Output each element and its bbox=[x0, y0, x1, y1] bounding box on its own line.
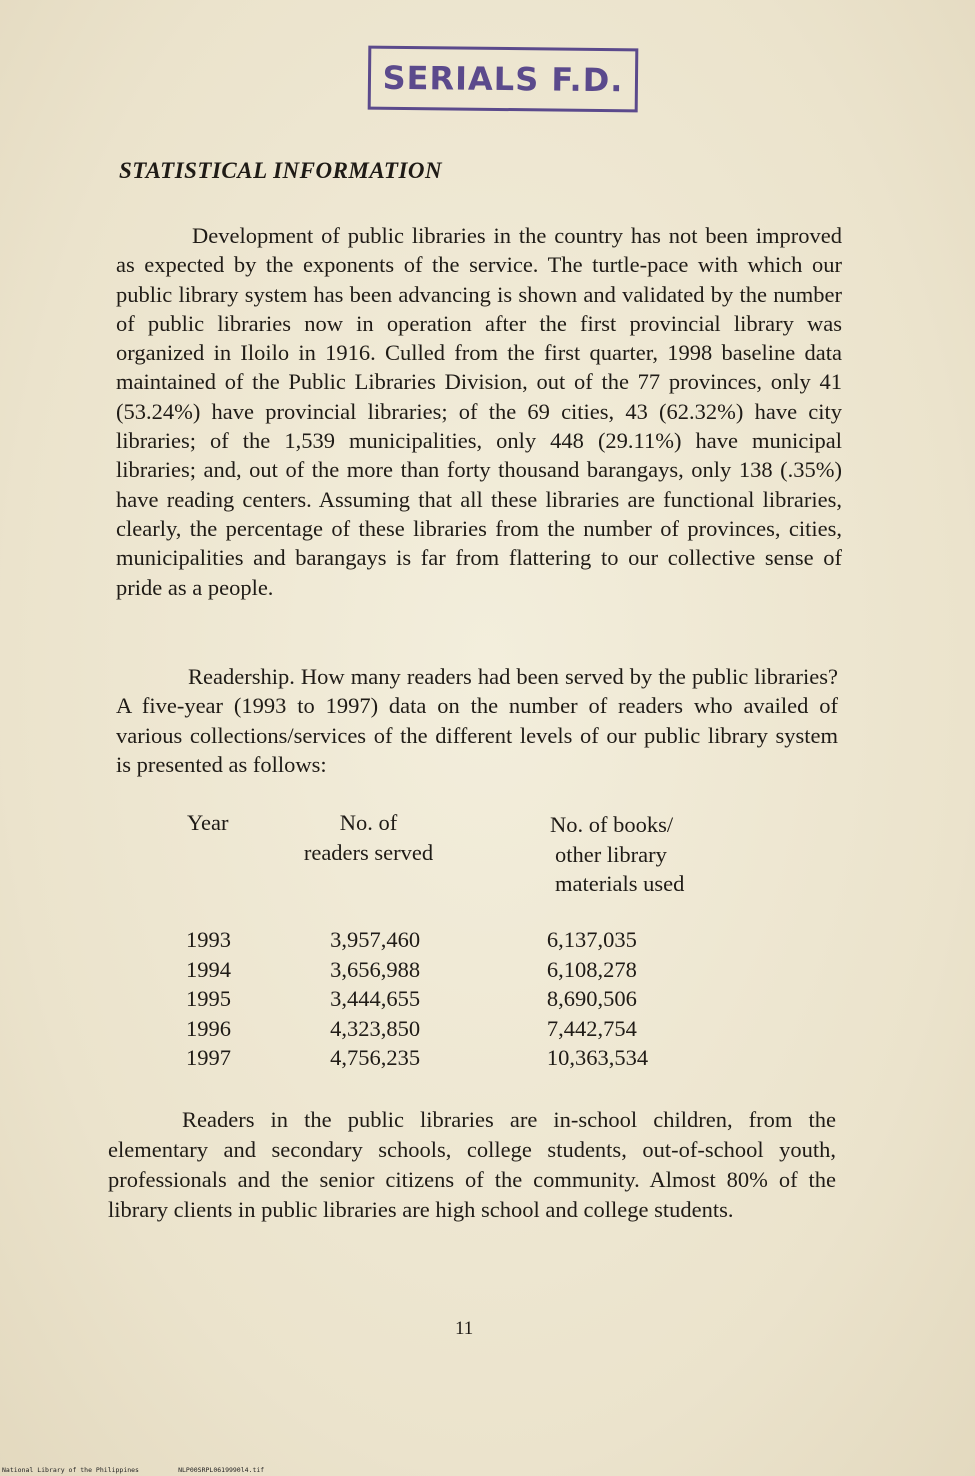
cell-year: 1997 bbox=[186, 1045, 231, 1070]
footer-source: National Library of the Philippines bbox=[2, 1466, 139, 1474]
cell-year: 1995 bbox=[186, 986, 231, 1011]
cell-books: 8,690,506 bbox=[546, 986, 637, 1011]
cell-books: 6,137,035 bbox=[546, 927, 637, 952]
cell-year: 1993 bbox=[186, 927, 231, 952]
table-header-books-line2: other library bbox=[555, 841, 667, 867]
paragraph-development: Development of public libraries in the country has not been improved as expected by the exponents of the service. The turtle-pace with which our public library system has been advancing is shown and validated by the number of public libraries now in operation after the first provincial library was organized in Iloilo in 1916. Culled from the first quarter, 1998 baseline data maintained of the Public Libraries Division, out of the 77 provinces, only 41 (53.24%) have provincial libraries; of the 69 cities, 43 (62.32%) have city libraries; of the 1,539 municipalities, only 448 (29.11%) have municipal libraries; and, out of the more than forty thousand barangays, only 138 (.35%) have reading centers. Assuming that all these libraries are functional libraries, clearly, the percentage of these libraries from the number of provinces, cities, municipalities and barangays is far from flattering to our collective sense of pride as a people. bbox=[116, 223, 842, 600]
table-row bbox=[186, 1014, 686, 1044]
table-header-readers-line2: readers served bbox=[303, 839, 434, 865]
cell-readers: 3,656,988 bbox=[330, 956, 421, 982]
table-header-books bbox=[550, 810, 750, 899]
cell-readers: 4,756,235 bbox=[330, 1045, 421, 1070]
scan-footer bbox=[2, 1466, 264, 1474]
cell-year: 1994 bbox=[186, 956, 231, 982]
readership-table bbox=[186, 925, 686, 1073]
cell-books: 7,442,754 bbox=[546, 1015, 637, 1041]
table-header-books-line3: materials used bbox=[555, 871, 685, 896]
table-row bbox=[186, 984, 686, 1014]
cell-books: 10,363,534 bbox=[546, 1045, 649, 1070]
paragraph-readers: Readers in the public libraries are in-school children, from the elementary and secondary schools, college students, out-of-school youth, professionals and the senior citizens of the community. Almost 80% of the library clients in public libraries are high school and college students. bbox=[108, 1107, 836, 1222]
cell-readers: 4,323,850 bbox=[330, 1015, 421, 1041]
section-heading: STATISTICAL INFORMATION bbox=[119, 158, 443, 183]
page-number: 11 bbox=[455, 1318, 474, 1339]
paragraph-readership: Readership. How many readers had been served by the public libraries? A five-year (1993 to 1997) data on the number of readers who availed of various collections/services of the different levels of our public library system is presented as follows: bbox=[116, 664, 838, 777]
table-header-year: Year bbox=[187, 810, 229, 835]
serials-stamp: SERIALS F.D. bbox=[368, 46, 639, 113]
footer-filename: NLP00SRPL0619990l4.tif bbox=[178, 1466, 265, 1474]
cell-readers: 3,957,460 bbox=[330, 927, 421, 952]
table-row bbox=[186, 955, 686, 985]
table-header-readers-line1: No. of bbox=[339, 810, 398, 835]
cell-books: 6,108,278 bbox=[546, 956, 637, 982]
table-row bbox=[186, 1043, 686, 1073]
cell-year: 1996 bbox=[186, 1015, 231, 1041]
table-header-books-line1: No. of books/ bbox=[550, 812, 674, 837]
cell-readers: 3,444,655 bbox=[330, 986, 421, 1011]
table-row bbox=[186, 925, 686, 955]
table-header-readers bbox=[296, 808, 441, 867]
